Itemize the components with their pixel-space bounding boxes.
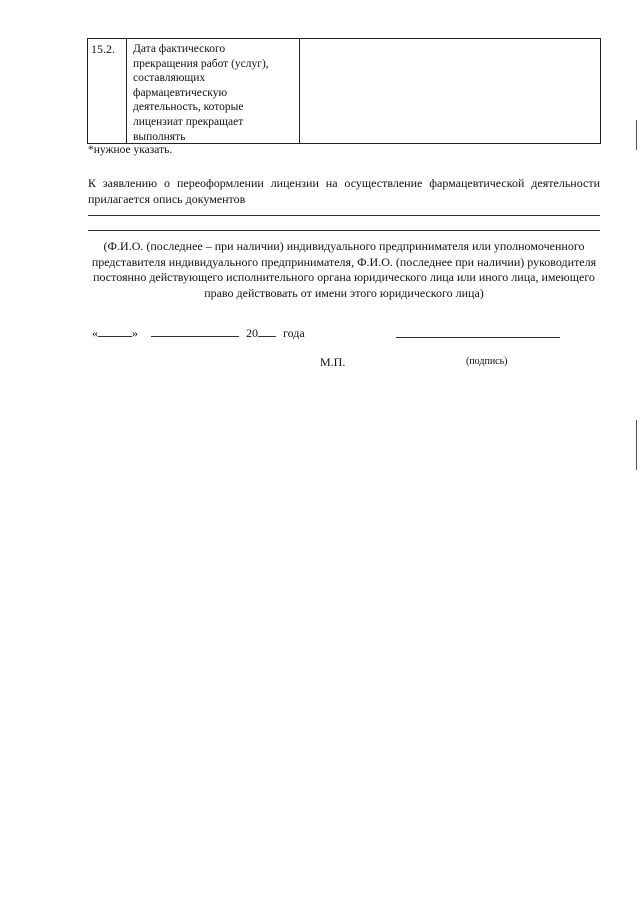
info-table bbox=[87, 38, 601, 144]
date-line bbox=[92, 326, 305, 341]
document-list-line-2[interactable] bbox=[88, 230, 600, 231]
year-field[interactable] bbox=[258, 326, 276, 337]
row-label: Дата фактического прекращения работ (услуг), составляющих фармацевтическую деятельность, которые лицензиат прекращает выполнять bbox=[133, 43, 269, 143]
date-open-quote: « bbox=[92, 326, 98, 340]
table-cell-number bbox=[88, 39, 127, 143]
day-field[interactable] bbox=[98, 326, 132, 337]
year-suffix: года bbox=[283, 326, 305, 340]
year-prefix: 20 bbox=[246, 326, 258, 340]
date-close-quote: » bbox=[132, 326, 138, 340]
month-field[interactable] bbox=[151, 326, 239, 337]
table-cell-value[interactable] bbox=[300, 39, 600, 143]
table-cell-label bbox=[127, 39, 300, 143]
document-list-line-1[interactable] bbox=[88, 215, 600, 216]
scan-edge-mark bbox=[636, 420, 637, 470]
stamp-label: М.П. bbox=[320, 355, 346, 369]
footnote: *нужное указать. bbox=[88, 144, 173, 156]
attachment-text: К заявлению о переоформлении лицензии на осуществление фармацевтической деятельности прилагается опись документов bbox=[88, 176, 600, 206]
signature-line[interactable] bbox=[396, 337, 560, 338]
row-number: 15.2. bbox=[91, 42, 115, 56]
signature-label: (подпись) bbox=[466, 356, 508, 367]
scan-edge-mark bbox=[636, 120, 637, 150]
signatory-caption: (Ф.И.О. (последнее – при наличии) индивидуального предпринимателя или уполномоченного представителя индивидуального предпринимателя, Ф.И.О. (последнее при наличии) руководителя постоянно действующего исполнительного органа юридического лица или иного лица, имеющего право действовать от имени этого юридического лица) bbox=[91, 239, 597, 300]
